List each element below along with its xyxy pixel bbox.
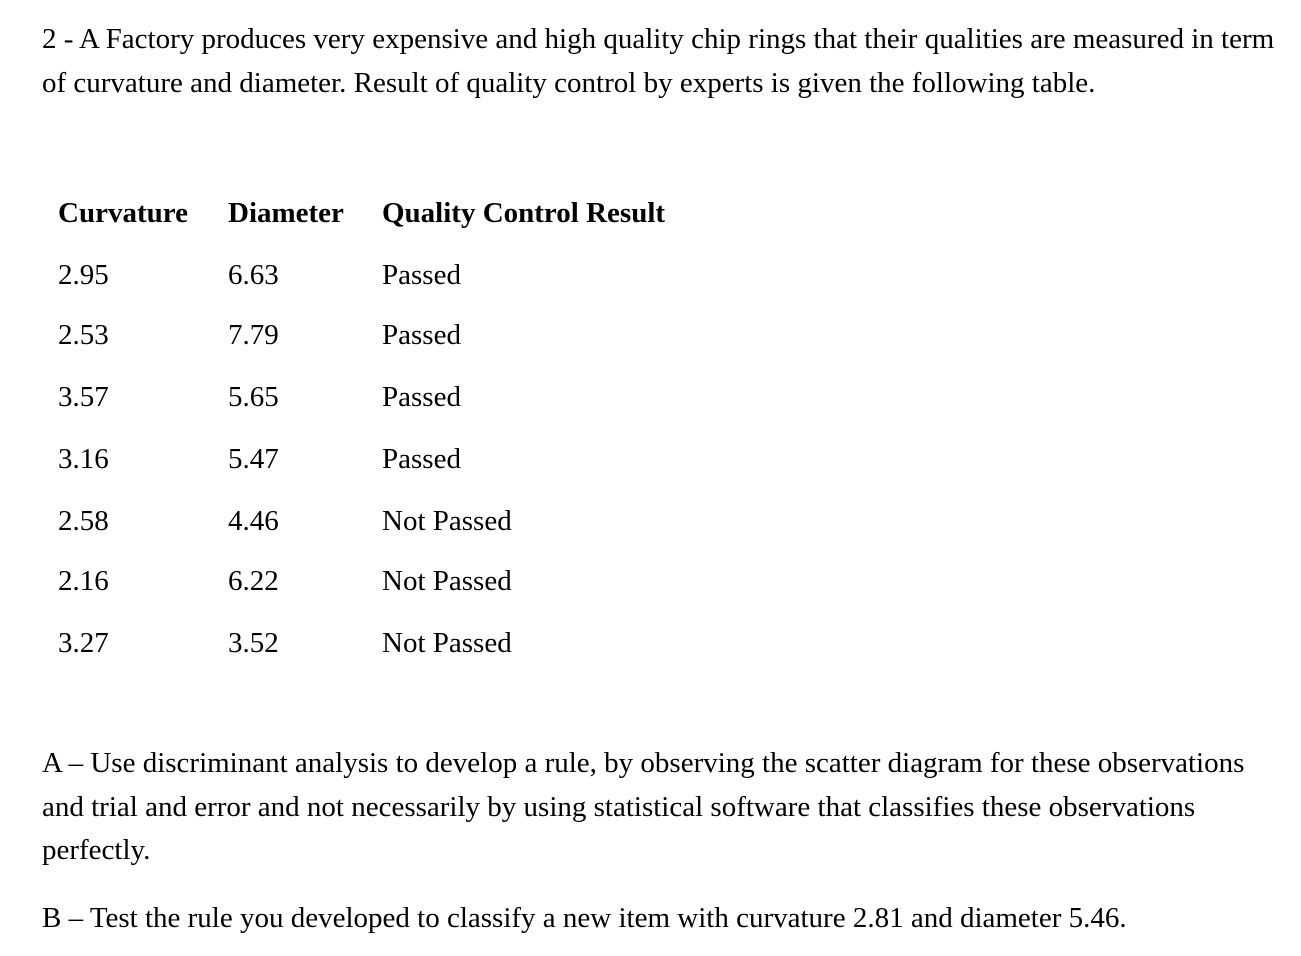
header-curvature: Curvature (58, 197, 188, 229)
row-2-result: Passed (382, 319, 461, 351)
row-6-curvature: 2.16 (58, 565, 109, 597)
row-1-result: Passed (382, 259, 461, 291)
row-6-diameter: 6.22 (228, 565, 279, 597)
row-5-diameter: 4.46 (228, 505, 279, 537)
question-intro: 2 - A Factory produces very expensive and high quality chip rings that their qualities are measured in term of curvature and diameter. Result of quality control by experts is given the following table. (42, 23, 1275, 99)
row-7-result: Not Passed (382, 627, 512, 659)
row-5-curvature: 2.58 (58, 505, 109, 537)
row-2-diameter: 7.79 (228, 319, 279, 351)
row-1-curvature: 2.95 (58, 259, 109, 291)
row-2-curvature: 2.53 (58, 319, 109, 351)
header-diameter: Diameter (228, 197, 344, 229)
row-1-diameter: 6.63 (228, 259, 279, 291)
row-7-curvature: 3.27 (58, 627, 109, 659)
row-7-diameter: 3.52 (228, 627, 279, 659)
header-quality-control-result: Quality Control Result (382, 197, 666, 229)
row-4-result: Passed (382, 443, 461, 475)
row-3-curvature: 3.57 (58, 381, 109, 413)
row-4-curvature: 3.16 (58, 443, 109, 475)
question-part-b: B – Test the rule you developed to classify a new item with curvature 2.81 and diameter 5.46. (42, 902, 1127, 934)
row-4-diameter: 5.47 (228, 443, 279, 475)
row-5-result: Not Passed (382, 505, 512, 537)
row-6-result: Not Passed (382, 565, 512, 597)
question-part-a: A – Use discriminant analysis to develop a rule, by observing the scatter diagram for these observations and trial and error and not necessarily by using statistical software that classifies these observations perfectly. (42, 747, 1245, 866)
row-3-result: Passed (382, 381, 461, 413)
row-3-diameter: 5.65 (228, 381, 279, 413)
